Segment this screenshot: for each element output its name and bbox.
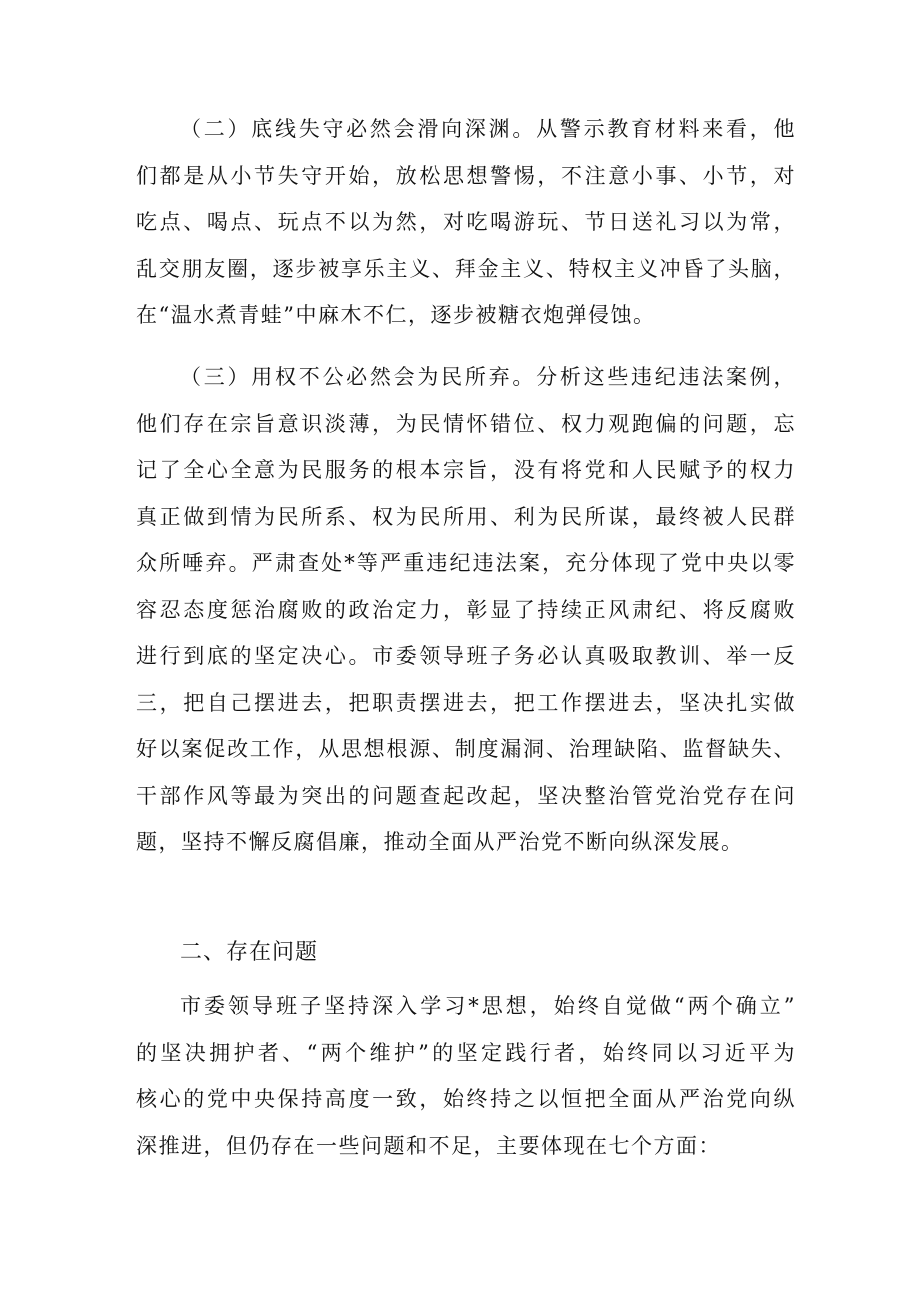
text-line: 的坚决拥护者、“两个维护”的坚定践行者，始终同以习近平为 <box>136 1040 796 1065</box>
text-line: 题，坚持不懈反腐倡廉，推动全面从严治党不断向纵深发展。 <box>136 830 744 854</box>
text-line: 进行到底的坚定决心。市委领导班子务必认真吸取教训、举一反 <box>136 644 796 668</box>
text-line: 众所唾弃。严肃查处*等严重违纪违法案，充分体现了党中央以零 <box>136 551 796 575</box>
text-line: 在“温水煮青蛙”中麻木不仁，逐步被糖衣炮弹侵蚀。 <box>136 303 656 327</box>
text-line: 干部作风等最为突出的问题查起改起，坚决整治管党治党存在问 <box>136 783 796 808</box>
paragraph-section-3 <box>136 354 796 866</box>
text-line: 记了全心全意为民服务的根本宗旨，没有将党和人民赋予的权力 <box>136 458 796 482</box>
text-line: 们都是从小节失守开始，放松思想警惕，不注意小事、小节，对 <box>136 163 796 188</box>
text-line: 核心的党中央保持高度一致，始终持之以恒把全面从严治党向纵 <box>136 1087 796 1111</box>
text-line: 他们存在宗旨意识淡薄，为民情怀错位、权力观跑偏的问题，忘 <box>136 411 796 436</box>
text-line: （二）底线失守必然会滑向深渊。从警示教育材料来看，他 <box>180 117 796 141</box>
text-line: 三，把自己摆进去，把职责摆进去，把工作摆进去，坚决扎实做 <box>136 690 796 715</box>
text-line: 乱交朋友圈，逐步被享乐主义、拜金主义、特权主义冲昏了头脑， <box>136 256 796 281</box>
section-heading: 二、存在问题 <box>180 940 319 965</box>
text-line: 容忍态度惩治腐败的政治定力，彰显了持续正风肃纪、将反腐败 <box>136 597 796 622</box>
text-line: 市委领导班子坚持深入学习*思想，始终自觉做“两个确立” <box>180 994 796 1018</box>
paragraph-intro <box>136 983 796 1169</box>
text-line: 真正做到情为民所系、权为民所用、利为民所谋，最终被人民群 <box>136 504 796 529</box>
text-line: 深推进，但仍存在一些问题和不足，主要体现在七个方面： <box>136 1133 721 1158</box>
text-line: 吃点、喝点、玩点不以为然，对吃喝游玩、节日送礼习以为常， <box>136 210 796 234</box>
paragraph-section-2 <box>136 106 796 339</box>
text-line: 好以案促改工作，从思想根源、制度漏洞、治理缺陷、监督缺失、 <box>136 737 796 761</box>
text-line: （三）用权不公必然会为民所弃。分析这些违纪违法案例， <box>180 365 796 389</box>
